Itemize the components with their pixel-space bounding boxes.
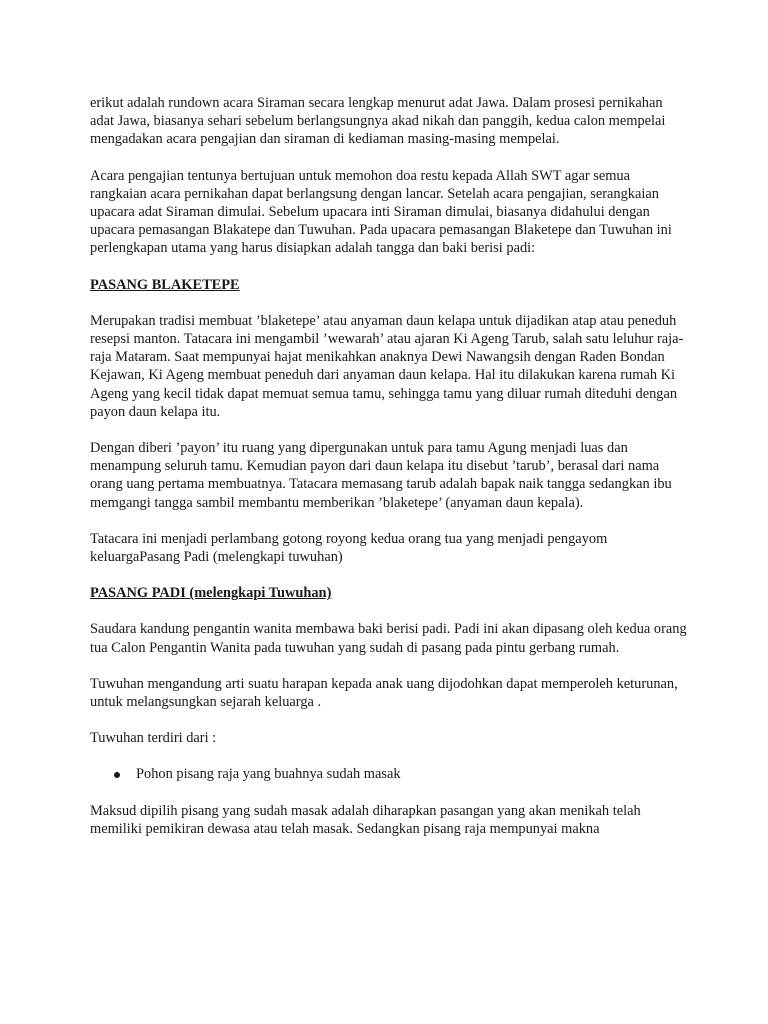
paragraph-intro-1: erikut adalah rundown acara Siraman secara lengkap menurut adat Jawa. Dalam prosesi pernikahan adat Jawa, biasanya sehari sebelum berlangsungnya akad nikah dan panggih, kedua calon mempelai mengadakan acara pengajian dan siraman di kediaman masing-masing mempelai. [90, 95, 666, 148]
heading-pasang-blaketepe: PASANG BLAKETEPE [90, 276, 240, 293]
paragraph-blaketepe-2: Dengan diberi ’payon’ itu ruang yang dipergunakan untuk para tamu Agung menjadi luas dan menampung seluruh tamu. Kemudian payon dari daun kelapa itu disebut ’tarub’, berasal dari nama orang uang pertama membuatnya. Tatacara memasang tarub adalah bapak naik tangga sedangkan ibu memgangi tangga sambil membantu memberikan ’blaketepe’ (anyaman daun kepala). [90, 440, 672, 511]
paragraph-padi-1: Saudara kandung pengantin wanita membawa baki berisi padi. Padi ini akan dipasang oleh kedua orang tua Calon Pengantin Wanita pada tuwuhan yang sudah di pasang pada pintu gerbang rumah. [90, 621, 687, 656]
paragraph-intro-2: Acara pengajian tentunya bertujuan untuk memohon doa restu kepada Allah SWT agar semua rangkaian acara pernikahan dapat berlangsung dengan lancar. Setelah acara pengajian, serangkaian upacara adat Siraman dimulai. Sebelum upacara inti Siraman dimulai, biasanya didahului dengan upacara pemasangan Blakatepe dan Tuwuhan. Pada upacara pemasangan Blaketepe dan Tuwuhan ini perlengkapan utama yang harus disiapkan adalah tangga dan baki berisi padi: [90, 167, 672, 257]
bullet-list [90, 765, 690, 783]
paragraph-final: Maksud dipilih pisang yang sudah masak adalah diharapkan pasangan yang akan menikah telah memiliki pemikiran dewasa atau telah masak. Sedangkan pisang raja mempunyai makna [90, 802, 641, 837]
paragraph-padi-3: Tuwuhan terdiri dari : [90, 730, 217, 747]
document-page [90, 94, 690, 856]
heading-pasang-padi: PASANG PADI (melengkapi Tuwuhan) [90, 585, 332, 602]
list-item-text: Pohon pisang raja yang buahnya sudah masak [136, 766, 401, 783]
paragraph-blaketepe-3: Tatacara ini menjadi perlambang gotong royong kedua orang tua yang menjadi pengayom keluargaPasang Padi (melengkapi tuwuhan) [90, 530, 608, 566]
paragraph-padi-2: Tuwuhan mengandung arti suatu harapan kepada anak uang dijodohkan dapat memperoleh keturunan, untuk melangsungkan sejarah keluarga . [90, 675, 678, 711]
list-item [136, 765, 690, 783]
paragraph-blaketepe-1: Merupakan tradisi membuat ’blaketepe’ atau anyaman daun kelapa untuk dijadikan atap atau peneduh resepsi manton. Tatacara ini mengambil ’wewarah’ atau ajaran Ki Ageng Tarub, salah satu leluhur raja-raja Mataram. Saat mempunyai hajat menikahkan anaknya Dewi Nawangsih dengan Raden Bondan Kejawan, Ki Ageng membuat peneduh dari anyaman daun kelapa. Hal itu dilakukan karena rumah Ki Ageng yang kecil tidak dapat memuat semua tamu, sehingga tamu yang diluar rumah diteduhi dengan payon daun kelapa itu. [90, 312, 684, 420]
bullet-dot-icon [114, 772, 120, 778]
